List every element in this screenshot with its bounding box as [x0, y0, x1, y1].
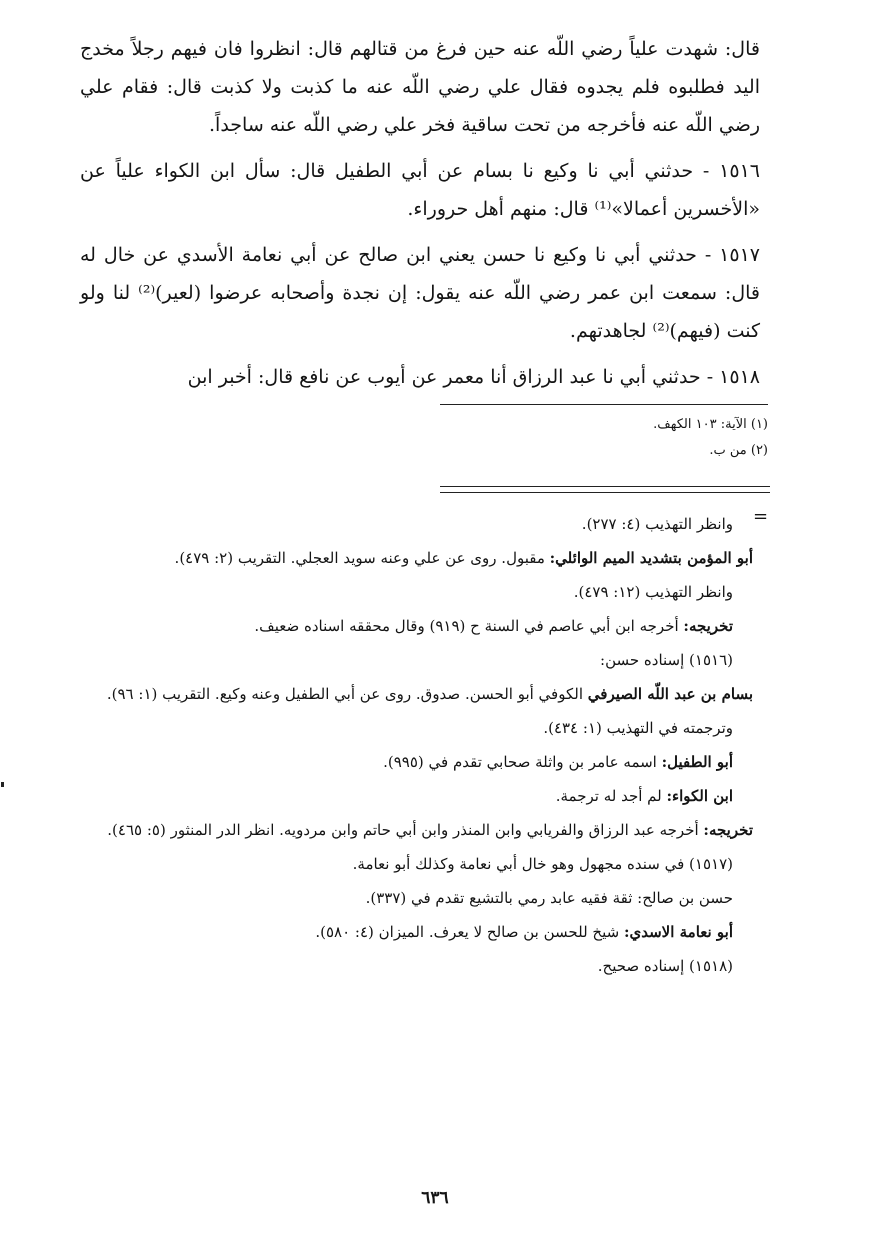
commentary-line	[80, 746, 753, 778]
page-number: ٦٣٦	[421, 1188, 449, 1208]
hadith-1516: ١٥١٦ - حدثني أبي نا وكيع نا بسام عن أبي الطفيل قال: سأل ابن الكواء علياً عن «الأخسرين أعمالا»⁽¹⁾ قال: منهم أهل حروراء.	[80, 160, 760, 220]
hadith-1517: ١٥١٧ - حدثني أبي نا وكيع نا حسن يعني ابن صالح عن أبي نعامة الأسدي عن خال له قال: سمعت ابن عمر رضي اللّه عنه يقول: إن نجدة وأصحابه عرضوا (لعير)⁽²⁾ لنا ولو كنت (فيهم)⁽²⁾ لجاهدتهم.	[80, 244, 760, 342]
commentary-line: وانظر التهذيب (٤: ٢٧٧).	[581, 515, 733, 533]
commentary-line: وترجمته في التهذيب (١: ٤٣٤).	[543, 719, 733, 737]
commentary-text: اسمه عامر بن واثلة صحابي تقدم في (٩٩٥).	[383, 753, 662, 771]
commentary-text: أخرجه عبد الرزاق والفريابي وابن المنذر وابن أبي حاتم وابن مردويه. انظر الدر المنثور (٥: ٤٦٥).	[107, 821, 704, 839]
commentary-line: وانظر التهذيب (١٢: ٤٧٩).	[573, 583, 733, 601]
commentary-line: (١٥١٧) في سنده مجهول وهو خال أبي نعامة وكذلك أبو نعامة.	[352, 855, 733, 873]
paragraph-narration: قال: شهدت علياً رضي اللّه عنه حين فرغ من قتالهم قال: انظروا فان فيهم رجلاً مخدج اليد فطلبوه فلم يجدوه فقال علي رضي اللّه عنه ما كذبت ولا كذبت قال: فقام علي رضي اللّه عنه فأخرجه من تحت ساقية فخر علي رضي اللّه عنه ساجداً.	[80, 38, 760, 136]
narrator-name: أبو نعامة الاسدي:	[623, 923, 733, 941]
commentary-line	[80, 814, 753, 846]
commentary-line	[80, 916, 753, 948]
continuation-mark: =	[753, 506, 769, 527]
commentary-line	[80, 780, 753, 812]
commentary-text: شيخ للحسن بن صالح لا يعرف. الميزان (٤: ٥٨٠).	[315, 923, 624, 941]
commentary-section	[80, 508, 753, 984]
footnote-divider	[440, 404, 768, 405]
commentary-divider	[440, 486, 770, 498]
commentary-line	[80, 610, 753, 642]
hadith-1518: ١٥١٨ - حدثني أبي نا عبد الرزاق أنا معمر عن أيوب عن نافع قال: أخبر ابن	[187, 366, 760, 388]
commentary-line	[80, 542, 753, 574]
commentary-text: الكوفي أبو الحسن. صدوق. روى عن أبي الطفيل وعنه وكيع. التقريب (١: ٩٦).	[106, 685, 588, 703]
commentary-line: حسن بن صالح: ثقة فقيه عابد رمي بالتشيع تقدم في (٣٣٧).	[365, 889, 733, 907]
footnote-2: (٢) من ب.	[709, 443, 768, 458]
main-text	[80, 30, 760, 404]
commentary-line	[80, 678, 753, 710]
commentary-text: لم أجد له ترجمة.	[555, 787, 667, 805]
takhrij-label: تخريجه:	[703, 821, 753, 839]
narrator-name: أبو الطفيل:	[661, 753, 733, 771]
narrator-name: أبو المؤمن بتشديد الميم الوائلي:	[549, 549, 753, 567]
footnotes	[440, 412, 768, 464]
takhrij-label: تخريجه:	[683, 617, 733, 635]
commentary-line: (١٥١٦) إسناده حسن:	[600, 651, 733, 669]
commentary-line: (١٥١٨) إسناده صحيح.	[597, 957, 733, 975]
commentary-text: أخرجه ابن أبي عاصم في السنة ح (٩١٩) وقال محققه اسناده ضعيف.	[254, 617, 684, 635]
margin-mark	[1, 782, 4, 787]
narrator-name: ابن الكواء:	[666, 787, 733, 805]
commentary-text: مقبول. روى عن علي وعنه سويد العجلي. التقريب (٢: ٤٧٩).	[174, 549, 550, 567]
footnote-1: (١) الآية: ١٠٣ الكهف.	[653, 417, 768, 432]
narrator-name: بسام بن عبد اللّه الصيرفي	[587, 685, 753, 703]
